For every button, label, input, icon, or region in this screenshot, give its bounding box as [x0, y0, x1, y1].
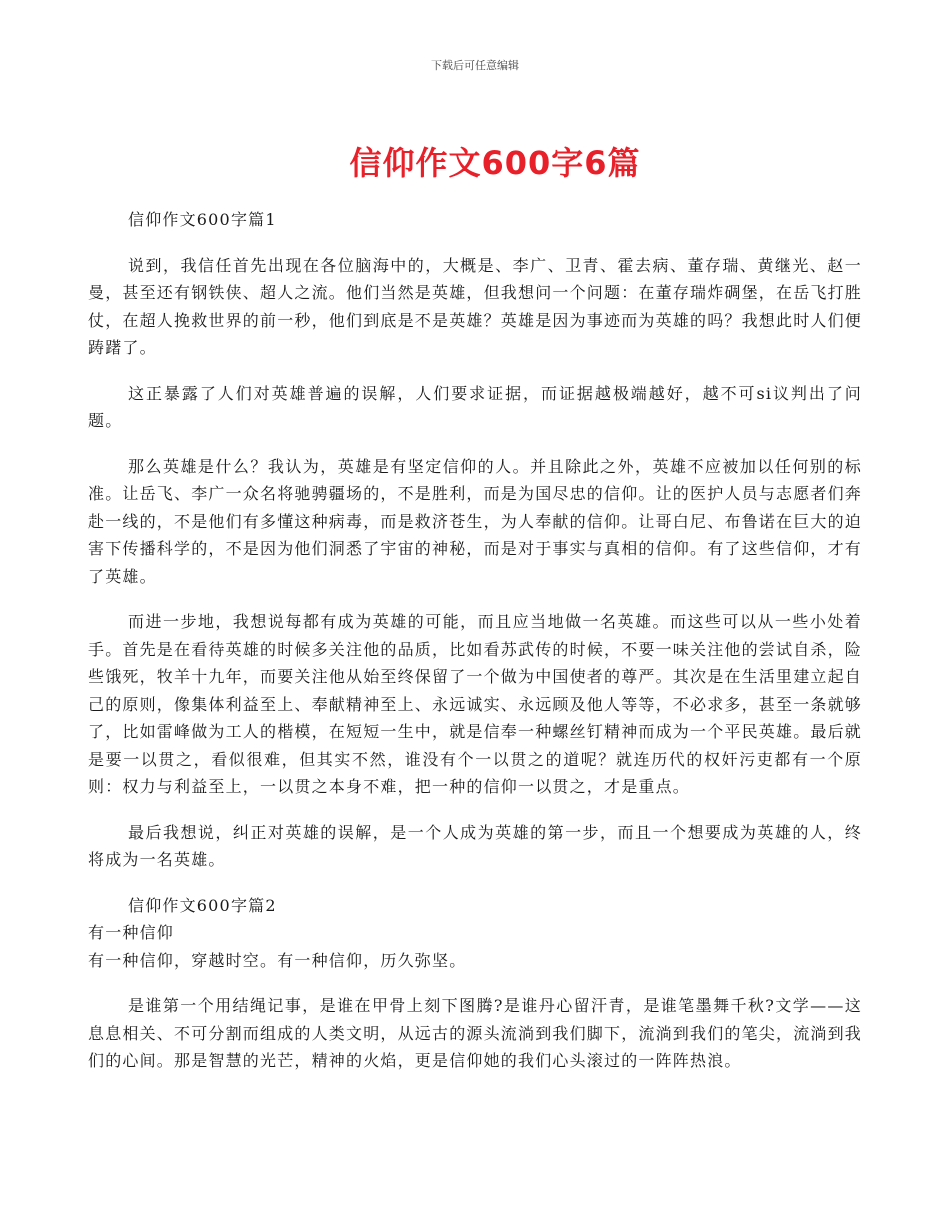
- paragraph: 这正暴露了人们对英雄普遍的误解，人们要求证据，而证据越极端越好，越不可si议判出了问题。: [88, 383, 862, 430]
- document-title: 信仰作文600字6篇: [349, 144, 641, 182]
- paragraph: 说到，我信任首先出现在各位脑海中的，大概是、李广、卫青、霍去病、董存瑞、黄继光、赵一曼，甚至还有钢铁侠、超人之流。他们当然是英雄，但我想问一个问题：在董存瑞炸碉堡，在岳飞打胜仗，在超人挽救世界的前一秒，他们到底是不是英雄？英雄是因为事迹而为英雄的吗？我想此时人们便踌躇了。: [88, 255, 863, 357]
- header-note: 下载后可任意编辑: [431, 59, 519, 72]
- paragraph: 是谁第一个用结绳记事，是谁在甲骨上刻下图腾?是谁丹心留汗青，是谁笔墨舞千秋?文学——这息息相关、不可分割而组成的人类文明，从远古的源头流淌到我们脚下，流淌到我们的笔尖，流淌到我们的心间。那是智慧的光芒，精神的火焰，更是信仰她的我们心头滚过的一阵阵热浪。: [88, 996, 863, 1070]
- lead-line: 有一种信仰: [88, 923, 175, 942]
- paragraph: 而进一步地，我想说每都有成为英雄的可能，而且应当地做一名英雄。而这些可以从一些小处着手。首先是在看待英雄的时候多关注他的品质，比如看苏武传的时候，不要一味关注他的尝试自杀，险些饿死，牧羊十九年，而要关注他从始至终保留了一个做为中国使者的尊严。其次是在生活里建立起自己的原则，像集体利益至上、奉献精神至上、永远诚实、永远顾及他人等等，不必求多，甚至一条就够了，比如雷峰做为工人的楷模，在短短一生中，就是信奉一种螺丝钉精神而成为一个平民英雄。最后就是要一以贯之，看似很难，但其实不然，谁没有个一以贯之的道呢？就连历代的权奸污吏都有一个原则：权力与利益至上，一以贯之本身不难，把一种的信仰一以贯之，才是重点。: [88, 612, 863, 796]
- section-subtitle: 信仰作文600字篇2: [128, 895, 277, 915]
- lead-line: 有一种信仰，穿越时空。有一种信仰，历久弥坚。: [88, 950, 467, 970]
- section-subtitle: 信仰作文600字篇1: [128, 210, 277, 229]
- paragraph: 那么英雄是什么？我认为，英雄是有坚定信仰的人。并且除此之外，英雄不应被加以任何别的标准。让岳飞、李广一众名将驰骋疆场的，不是胜利，而是为国尽忠的信仰。让的医护人员与志愿者们奔赴一线的，不是他们有多懂这种病毒，而是救济苍生，为人奉献的信仰。让哥白尼、布鲁诺在巨大的迫害下传播科学的，不是因为他们洞悉了宇宙的神秘，而是对于事实与真相的信仰。有了这些信仰，才有了英雄。: [88, 456, 863, 586]
- document-body: [88, 206, 862, 1093]
- paragraph: 最后我想说，纠正对英雄的误解，是一个人成为英雄的第一步，而且一个想要成为英雄的人，终将成为一名英雄。: [88, 822, 862, 869]
